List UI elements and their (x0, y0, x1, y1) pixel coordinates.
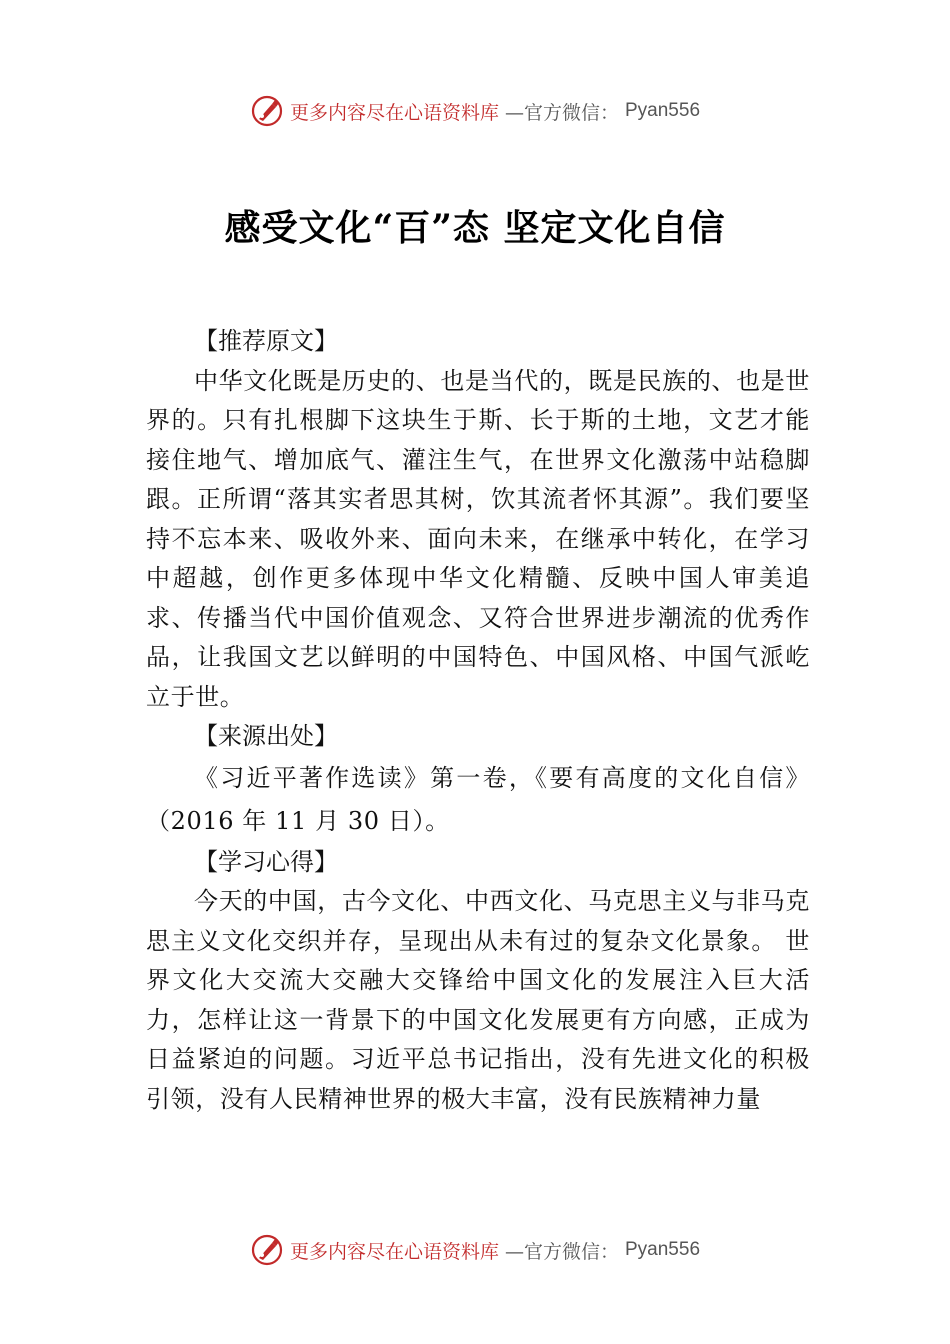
section-paragraph-source: 《习近平著作选读》第一卷，《要有高度的文化自信》（2016 年 11 月 30 日）。 (146, 763, 810, 835)
pen-circle-logo-icon (250, 1233, 284, 1267)
banner-wechat-id: Pyan556 (625, 100, 701, 121)
banner-text: 更多内容尽在心语资料库 (289, 1240, 499, 1263)
document-body (146, 322, 810, 1119)
section-heading-recommended: 【推荐原文】 (194, 327, 338, 355)
banner-text: 更多内容尽在心语资料库 (289, 101, 499, 124)
banner-wechat-id: Pyan556 (625, 1239, 701, 1260)
section-paragraph-study-notes: 今天的中国，古今文化、中西文化、马克思主义与非马克思主义文化交织并存，呈现出从未有过的复杂文化景象。 世界文化大交流大交融大交锋给中国文化的发展注入巨大活力，怎样让这一背景下的中国文化发展更有方向感，正成为日益紧迫的问题。习近平总书记指出，没有先进文化的积极引领，没有人民精神世界的极大丰富，没有民族精神力量 (146, 887, 810, 1113)
banner-suffix: —官方微信： (504, 1240, 619, 1263)
section-heading-source: 【来源出处】 (194, 722, 338, 750)
section-paragraph-recommended: 中华文化既是历史的、也是当代的，既是民族的、也是世界的。只有扎根脚下这块生于斯、长于斯的土地，文艺才能接住地气、增加底气、灌注生气，在世界文化激荡中站稳脚跟。正所谓“落其实者思其树，饮其流者怀其源”。我们要坚持不忘本来、吸收外来、面向未来，在继承中转化，在学习中超越，创作更多体现中华文化精髓、反映中国人审美追求、传播当代中国价值观念、又符合世界进步潮流的优秀作品，让我国文艺以鲜明的中国特色、中国风格、中国气派屹立于世。 (146, 366, 810, 711)
document-title: 感受文化“百”态 坚定文化自信 (224, 207, 726, 249)
pen-circle-logo-icon (250, 94, 284, 128)
banner-suffix: —官方微信： (504, 101, 619, 124)
section-heading-study-notes: 【学习心得】 (194, 847, 338, 876)
footer-watermark-banner (0, 1233, 950, 1267)
header-watermark-banner (0, 94, 950, 128)
